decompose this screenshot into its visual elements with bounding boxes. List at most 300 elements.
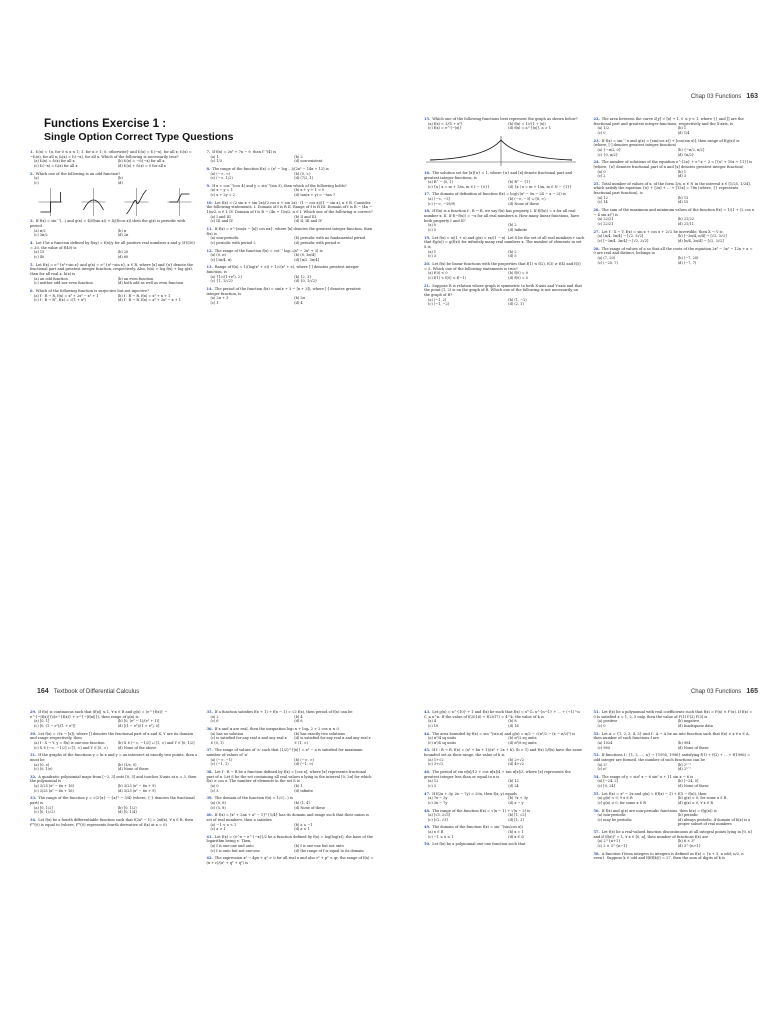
question-number: 33. xyxy=(30,796,37,801)
answer-option: (b) II and III xyxy=(294,214,317,219)
exercise-title-line1: Functions Exercise 1 : xyxy=(44,118,167,130)
question-number: 46. xyxy=(424,770,431,775)
answer-options xyxy=(428,779,585,788)
question-number: 44. xyxy=(424,731,431,736)
answer-options xyxy=(211,296,375,305)
answer-option: (a) [−24, 2] xyxy=(597,779,618,784)
question xyxy=(30,241,198,260)
answer-option: (b) (−7, 20) xyxy=(677,255,699,260)
answer-option: (c) III and IV xyxy=(210,219,234,224)
answer-option: (d) [π/2, 3π/4] xyxy=(294,257,319,262)
answer-option: (c) [0, (1 − e²)/(1 + e²)] xyxy=(34,724,76,728)
answer-option: (c) [3π/4, π) xyxy=(210,257,232,262)
answer-option: (d) 4 xyxy=(294,301,303,306)
answer-option: (d) None of these xyxy=(117,767,149,772)
answer-options xyxy=(211,172,375,181)
answer-options xyxy=(34,176,198,185)
question-number: 30. xyxy=(30,731,37,736)
question-number: 41. xyxy=(206,834,213,839)
column-q7-14 xyxy=(207,150,375,309)
answer-option: (d) x − y xyxy=(508,800,524,805)
question-number: 4. xyxy=(30,241,34,246)
answer-option: (d) f : R → R, f(x) = x³ + 2x² − x + 1 xyxy=(117,298,181,303)
answer-option: (c) 2 xyxy=(597,174,606,179)
question-number: 15. xyxy=(424,117,431,121)
answer-option: (d) non-existent xyxy=(294,159,323,164)
question xyxy=(594,852,755,861)
question-text: A quadratic polynomial maps from [−2, 3] onto [0, 3] and touches X-axis at x = 3, then the polynomial is xyxy=(30,774,197,784)
question-text: Let f(x) be a real-valued function discontinuous at all integral points lying in [0, n] and if (f(x))² = 1, ∀ x ∈ [0, n], then number of functions f(x) are xyxy=(593,830,752,839)
answer-option: (c) f(x) = e^{−|x|} xyxy=(428,126,462,131)
question-text: Let f(x) be a polynomial with real coefficients such that f(x) = f'(x) × f''(x). If f(x) = 0 is satisfied x = 1, 2, 3 only, then the value of f'(1) f'(2) f'(3) is xyxy=(593,710,753,719)
answer-option: (b) (1/e, 0) xyxy=(117,762,137,767)
question-number: 49. xyxy=(424,825,431,830)
answer-option: (b) 2 xyxy=(508,223,517,228)
question-text: f₁(x) = {x, for 0 ≤ x ≤ 1; 1, for x > 1; 0, otherwise} and f₂(x) = f₁(−x), for all x; f₃(x) = −f₂(x), for all x; f₄(x) = f₃(−x), for all x. Which of the following is necessarily true? xyxy=(30,150,192,159)
question-number: 5. xyxy=(30,262,34,267)
answer-option: (c) (−1, 1) xyxy=(210,762,229,767)
answer-option: (d) π³/8 sq units xyxy=(508,740,537,745)
question xyxy=(424,748,585,767)
answer-option: (d) [(1 − e²)/(1 + e²), 0] xyxy=(117,724,160,728)
answer-options xyxy=(428,830,585,839)
answer-option: (c) 3/25 (x² − 6x + 16) xyxy=(34,788,74,793)
question-text: Let f(x) = (e^x − e^{−x})/2 be a function defined by f(x) = log(log(x)), the base of the logarithm being e. Then, xyxy=(206,834,373,844)
answer-option: (a) −1 < a < 1 xyxy=(210,822,237,827)
answer-option: (a) g(x) < 0, ∀ x ∈ R xyxy=(597,796,633,801)
question xyxy=(424,117,585,131)
answer-option: (c) f : R → R⁺, f(x) = √(1 + x²) xyxy=(34,298,86,303)
answer-option: (c) may be periodic xyxy=(597,817,632,822)
answer-options xyxy=(598,256,755,265)
answer-options xyxy=(428,180,585,189)
question-text: Let f : X → Y, f(x) = sin x + cos x + 2√2 be invertible, then X → Y is xyxy=(601,229,723,234)
question-number: 10. xyxy=(206,200,213,205)
answer-option: (d) None of these xyxy=(677,745,709,750)
question-text: Let f(x) be a polynomial one-one function such that xyxy=(432,842,526,847)
question-text: Range of f(x) = 1/(log(x² + e)) + 1/√(x² + e), where [·] denotes greatest integer function, is xyxy=(206,265,359,275)
question xyxy=(207,227,375,246)
answer-option: (c) X ∈ (−∞, −1/2] ∪ [1, ∞) and Y ∈ [0, ∞) xyxy=(34,745,108,750)
answer-option: (d) is satisfied for any real α and any real x ∈ (1, ∞) xyxy=(294,736,371,745)
question-text: A function f from integers to integers is defined as f(x) = {x + 3, n odd; n/2, n even}. Suppose k ∈ odd and f(f(f(k))) = 27, then the sum of digits of k is xyxy=(593,851,744,861)
answer-option: (d) the range of f is equal to its domain xyxy=(294,848,364,853)
answer-option: (b) g(x) < 0, for some x ∈ R xyxy=(677,796,727,801)
answer-option: (a) (0, π) xyxy=(210,253,226,258)
answer-option: (d) (−7, 7) xyxy=(677,260,697,265)
question-text: The domain of the function f(x) = sin⁻¹(sin(cos x)) xyxy=(432,825,523,830)
question-number: 39. xyxy=(206,796,213,801)
question-number: 52. xyxy=(593,731,600,736)
question-text: If f(x) is continuous such that |f(x)| ≤ 1, ∀ x ∈ R and g(x) = (e^{f(x)} − e^{−|f(x)|})/(e^{f(x)} + e^{−|f(x)|}), then range of g(x) is xyxy=(30,710,168,719)
question-text: The period of the function f(x) = sin(x + 3 − [x + 3]), where [·] denotes greatest integer function, is xyxy=(206,287,361,296)
answer-option: (a) 12 xyxy=(428,779,439,784)
column-q1-6 xyxy=(30,150,198,309)
answer-option: (a) has no solution xyxy=(210,731,244,736)
question xyxy=(30,710,198,729)
page-top-left xyxy=(0,0,384,512)
page-number: 164 xyxy=(37,688,49,695)
answer-option: (d) always periodic, if domain of h(x) is a proper subset of real numbers xyxy=(677,817,751,827)
answer-option: (c) 14 xyxy=(597,200,608,205)
answer-option: (b) f₁(x) = −f₃(−x) for all x xyxy=(117,159,165,164)
answer-option: (b) x + y + 1 = 0 xyxy=(294,188,325,193)
answer-options xyxy=(598,217,755,226)
question xyxy=(594,160,755,179)
answer-option: (a) (7, 20) xyxy=(597,255,616,260)
answer-option: (a) π/2 xyxy=(34,228,46,233)
answer-option: (d) 1/4 xyxy=(677,131,690,135)
answer-option: (b) negative xyxy=(677,719,700,724)
answer-option: (c) 10 xyxy=(428,724,439,728)
answer-option: (b) f(x) = 1/√(1 + |x|) xyxy=(508,121,546,126)
answer-option: (a) 1 xyxy=(428,249,437,254)
question xyxy=(594,247,755,266)
question-text: If f(2x + 3y, 2x − 7y) = 20x, then f(x, y) equals xyxy=(432,791,517,796)
question-number: 6. xyxy=(30,288,34,293)
function-graph xyxy=(75,188,112,216)
answer-option: (b) f is one-one but not onto xyxy=(294,844,344,849)
answer-options xyxy=(211,823,375,832)
question xyxy=(594,139,755,158)
answer-option: (a) I and III xyxy=(210,214,231,219)
question-number: 38. xyxy=(206,769,213,774)
answer-options xyxy=(428,758,585,767)
question xyxy=(207,856,375,865)
question-number: 3. xyxy=(30,219,34,224)
answer-option: (a) 3/25 (x² − 6x + 16) xyxy=(34,784,74,789)
question-text: The range of the function y = √(2{x} − {x}² − 3/4) (where, {·} denotes the fractional part) is xyxy=(30,796,195,806)
answer-option: (a) 2 xyxy=(210,714,219,719)
answer-option: (d) (7/2, 1) xyxy=(294,176,314,181)
question-number: 31. xyxy=(30,753,37,758)
question-text: Which of the following function is surjective but not injective? xyxy=(35,288,150,293)
question-number: 32. xyxy=(30,774,37,779)
question-number: 23. xyxy=(593,138,600,143)
answer-option: (d) 60 xyxy=(117,255,129,260)
answer-option: (c) 1/3 xyxy=(210,159,222,164)
page-bottom-left xyxy=(0,512,384,1024)
answer-option: (a) 2ⁿ xyxy=(597,762,608,767)
chapter-label: Chap 03 Functions xyxy=(690,689,742,695)
answer-option: (a) f₄(x) = f₁(x) for all x xyxy=(34,159,75,164)
answer-option: (d) 2π xyxy=(117,233,129,238)
answer-option: (b) 3/25 (x² − 6x + 9) xyxy=(117,784,156,789)
graph-wrap xyxy=(426,134,585,168)
answer-option: (b) π²/2 sq units xyxy=(508,736,537,741)
function-graph xyxy=(161,188,198,216)
question xyxy=(424,770,585,789)
page-number: 165 xyxy=(746,688,758,695)
answer-option: (b) has exactly two solutions xyxy=(294,731,345,736)
answer-option: (c) f(1) < f(0) < f(−1) xyxy=(428,275,466,280)
answer-option: (a) (0, 8) xyxy=(210,800,226,805)
answer-option: (c) 0 xyxy=(597,724,606,728)
question xyxy=(424,809,585,823)
question-text: If f : R → R, f(x) = (x² + bx + 1)/(x² + 2x + b), (b > 1) and f(x) 1/f(x) have the same bounded set as their range, the value of b is xyxy=(424,748,583,758)
question-number: 56. xyxy=(593,808,600,813)
answer-option: (b) 1 xyxy=(294,784,303,789)
answer-option: (d) Infinite xyxy=(508,228,528,233)
answer-option: (d) II, III and IV xyxy=(294,219,323,224)
answer-option: (a) f(x) = 1/(1 + x²) xyxy=(428,121,462,126)
question-text: Total number of values of x, of the form 1/n, n ∈ N in the interval x ∈ [1/25, 1/24], which satisfy the equation {x} + [2x] + ... + [12x] = 78x (where, {} represents fractional part function), is xyxy=(593,181,751,196)
question-text: The range of the function f(x) = cot⁻¹ log₀.₅(x⁴ − 2x² + 3) is xyxy=(214,248,323,253)
question-text: If f(x) = 2x³ + 7x − 9, then f⁻¹(4) is xyxy=(212,150,277,154)
question-number: 8. xyxy=(206,166,211,171)
question-number: 37. xyxy=(206,748,213,753)
answer-option: (a) 22/21 xyxy=(597,217,614,222)
question xyxy=(424,262,585,281)
question-number: 16. xyxy=(424,170,431,175)
question xyxy=(424,792,585,806)
answer-options xyxy=(598,719,755,728)
answer-option: (d) periodic with period π xyxy=(294,240,340,245)
answer-option: (b) x = 1 xyxy=(508,830,524,835)
answer-option: (c) 3 xyxy=(428,254,437,259)
question xyxy=(207,184,375,198)
answer-option: (d) 21/11 xyxy=(677,222,694,227)
question xyxy=(594,830,755,849)
question xyxy=(207,835,375,854)
answer-option: (b) (1, 4) xyxy=(294,800,310,805)
answer-option: (a) [π/4, 5π/4] → [√2, 3√2] xyxy=(597,234,644,239)
answer-option: (a) [0, 1/2] xyxy=(34,805,53,810)
answer-option: (c) [−3π/4, 3π/4] → [√2, 3√2] xyxy=(597,238,649,243)
exercise-title xyxy=(44,118,233,144)
answer-option: (c) 3 xyxy=(428,784,437,789)
question xyxy=(207,813,375,832)
question-text: The range of the function f(x) = (x² − log ...)/(2x² − 14x + 12) is xyxy=(212,166,329,171)
answer-option: (a) non-periodic xyxy=(597,813,626,818)
question xyxy=(424,192,585,206)
answer-option: (c) xyxy=(34,180,39,185)
question-text: The range of values of a so that all the roots of the equation 2x³ − 3x² − 12x + a = 0 are real and distinct, belongs to xyxy=(593,246,753,256)
answer-options xyxy=(211,188,375,197)
answer-option: (c) nⁿ xyxy=(597,767,608,772)
answer-option: (b) periodic xyxy=(677,813,699,818)
answer-options xyxy=(428,122,585,131)
answer-option: (d) 24 xyxy=(508,784,519,789)
answer-options xyxy=(34,719,198,728)
question-text: Let f(x) be a fourth differentiable function such that f(2x² − 1) = 2xf(x), ∀ x ∈ R, then f⁽⁴⁾(0) is equal to (where, f⁽⁴⁾(0) represents fourth derivative of f(x) at x = 0) xyxy=(30,817,193,827)
answer-options xyxy=(428,298,585,307)
answer-options xyxy=(211,215,375,224)
book-title: Textbook of Differential Calculus xyxy=(53,689,140,695)
answer-options xyxy=(34,294,198,303)
question-number: 50. xyxy=(424,842,431,847)
answer-option: (a) non-periodic xyxy=(210,236,239,241)
answer-option: (b) R⁺ − {1} xyxy=(508,180,531,185)
chapter-label: Chap 03 Functions xyxy=(690,94,742,100)
answer-option: (d) [0, 1/4] xyxy=(117,810,137,815)
answer-option: (b) 904 xyxy=(677,741,691,745)
question-text: Let f(x) = x² − 2x and g(x) = f(f(x) − 1) + f(5 − f(x)), then xyxy=(601,791,707,796)
answer-option: (b) 1 xyxy=(677,126,687,131)
answer-option: (d) Inadequate data xyxy=(677,724,713,728)
answer-option: (b) xyxy=(117,176,123,181)
answer-option: (a) xyxy=(34,176,39,181)
answer-option: (c) g(x) ≥ 0, for some x ∈ R xyxy=(597,800,646,805)
answer-option: (c) 3π/2 xyxy=(34,233,48,238)
answer-option: (d) tan(x + y) = −tan 7 xyxy=(294,193,336,198)
question xyxy=(30,219,198,238)
answer-option: (c) [√2, √3] xyxy=(428,817,448,822)
question-number: 21. xyxy=(424,283,431,288)
answer-option: (d) 8 xyxy=(294,719,303,724)
answer-options xyxy=(598,148,755,157)
question-text: Let g(x) = x^{10} + 1 and f(x) be such that f(x) = x⁴ C₀ x^{n−1} + ... + (−1)^n C_n x^n. If the value of f(2016) + f(2017) = 4^k, the value of k is xyxy=(424,710,580,719)
answer-options xyxy=(211,155,375,164)
question-number: 1. xyxy=(30,150,34,154)
answer-option: (b) a ≤ −1 xyxy=(294,822,313,827)
answer-option: (b) [0, 1/2) xyxy=(117,805,137,810)
answer-option: (b) [−3π/4, π/4] → [√2, 3√2] xyxy=(677,234,727,239)
answer-option: (d) None of these xyxy=(294,805,326,810)
answer-options xyxy=(598,741,755,750)
question-number: 45. xyxy=(424,748,431,753)
question-number: 24. xyxy=(593,160,600,165)
answer-option: (b) {−π/2, π/2} xyxy=(677,148,705,152)
answer-option: (c) 980 xyxy=(597,745,610,750)
question-number: 18. xyxy=(424,209,431,214)
question-text: If f(x) and g(x) are non-periodic functions, then h(x) = f(g(x)) is xyxy=(601,808,717,813)
question xyxy=(207,249,375,263)
question-text: If functions f : {1, 2, ..., n} → {1995, 1996} satisfying f(1) + f(2) + ... + f(1996) = odd integer are formed, the number of such functions can be xyxy=(593,753,751,762)
question xyxy=(424,236,585,259)
answer-option: (d) [π/4, 3π/4] → [√2, 3√2] xyxy=(677,238,724,243)
question-number: 25. xyxy=(593,181,600,186)
question-number: 29. xyxy=(30,710,37,714)
answer-option: (d) [1, 3] xyxy=(508,817,524,822)
answer-options xyxy=(34,806,198,815)
question-text: Let f(x) be linear functions with the properties that f(1) ≤ f(2), f(3) ≥ f(4) and f(5) = 5. Which one of the following statements is true? xyxy=(424,261,581,271)
answer-option: (b) 2+√2 xyxy=(508,757,524,762)
question xyxy=(207,748,375,767)
page-header xyxy=(691,688,758,695)
answer-option: (a) 4 xyxy=(428,719,437,724)
answer-option: (b) 20 xyxy=(117,250,129,255)
answer-option: (a) (−∞, −1) xyxy=(210,757,233,762)
question xyxy=(207,201,375,224)
question-text: Which one of the following functions best represent the graph as shown below? xyxy=(432,117,578,121)
answer-option: (c) 0 xyxy=(597,131,606,135)
question xyxy=(207,287,375,306)
question-text: The domain of definition of function f(x) = log(√(x² − 5x − 24 − x − 2)) is xyxy=(432,192,566,197)
answer-options xyxy=(428,813,585,822)
answer-option: (d) 15 xyxy=(677,200,689,205)
answer-option: (a) (−∞, −3] xyxy=(428,197,450,202)
question-number: 54. xyxy=(593,774,600,779)
answer-option: (c) [0, 1/√2) xyxy=(34,810,55,815)
question-text: The area bounded by f(x) = sin⁻¹(sin x) and g(x) = π/2 − √(π²/2 − (x − π/2)²) is xyxy=(432,731,576,736)
question-text: Let f(x) = √(x − [x]), where [] denotes the fractional part of x and X, Y are its domain and range respectively, then xyxy=(30,731,194,741)
question xyxy=(594,182,755,205)
answer-option: (b) periodic with no fundamental period xyxy=(294,236,366,241)
question-number: 48. xyxy=(424,808,431,813)
answer-option: (d) x ∈ ∅ xyxy=(508,834,525,839)
answer-option: (b) (1, −2) xyxy=(508,297,527,302)
answer-options xyxy=(598,126,755,135)
answer-option: (a) 12 xyxy=(597,195,608,200)
answer-options xyxy=(211,715,375,724)
page-header xyxy=(691,93,758,100)
question xyxy=(30,172,198,186)
answer-option: (a) [√3, 2√3] xyxy=(428,813,451,818)
answer-options xyxy=(34,250,198,259)
answer-option: (b) π xyxy=(117,228,127,233)
question-text: If f(x) is a function f : R → R, we say f(x) has property I. If f(f(x)) = x for all real number x. II. If f(−f(x)) = −x for all real numbers x. How many linear functions, have both property I and II? xyxy=(424,209,580,223)
page-top-right xyxy=(384,0,768,512)
answer-option: (b) 12 xyxy=(508,779,519,784)
answer-option: (b) 4 xyxy=(294,714,303,719)
answer-option: (a) f is one-one and onto xyxy=(210,844,254,849)
question-number: 47. xyxy=(424,791,431,796)
answer-option: (c) {0, π/2} xyxy=(597,152,618,157)
answer-option: (a) 1/2 xyxy=(597,126,610,131)
answer-option: (b) (0, 3π/4] xyxy=(294,253,316,258)
question xyxy=(424,825,585,839)
question xyxy=(30,289,198,303)
answer-option: (d) g(x) ≥ 0, ∀ x ∈ R xyxy=(677,800,714,805)
question xyxy=(30,753,198,772)
question-text: If x = cos⁻¹(cos 4) and y = sin⁻¹(sin 3), then which of the following holds? xyxy=(212,183,347,188)
answer-option: (b) (−∞, ∞) xyxy=(294,757,315,762)
answer-option: (a) positive xyxy=(597,719,618,724)
question xyxy=(424,710,585,729)
answer-option: (d) a ≤ 1 xyxy=(294,827,310,832)
answer-option: (a) 1024 xyxy=(597,741,613,745)
answer-option: (b) [1, √2] xyxy=(508,813,526,818)
answer-option: (c) is satisfied for any real α and any real x ∈ (0, 1) xyxy=(210,736,287,745)
answer-option: (c) 3+√2 xyxy=(428,762,444,767)
question xyxy=(594,117,755,136)
answer-option: (b) f(0) = 0 xyxy=(508,271,528,276)
page-number: 163 xyxy=(746,93,758,100)
answer-option: (a) 0 xyxy=(210,784,219,789)
answer-option: (c) f₂(−x) = f₄(x) for all x xyxy=(34,164,78,168)
question-text: Let f(x) = x/(1 + x) and g(x) = rx/(1 − x). Let S be the set of all real numbers r such that f(g(x)) = g(f(x)) for infinitely many real numbers x. The number of elements in set S is xyxy=(424,235,585,250)
answer-options xyxy=(34,159,198,168)
answer-options xyxy=(34,277,198,286)
question-text: The solution set for [x]{x} = 1, where {x} and [x] denote fractional part and greatest integer functions, is xyxy=(424,170,573,180)
answer-option: (d) 3/25 (x² − 6x + 9) xyxy=(117,788,156,793)
answer-options xyxy=(428,271,585,280)
question-number: 35. xyxy=(206,710,213,714)
question xyxy=(424,842,585,847)
question-number: 11. xyxy=(206,226,213,231)
answer-option: (b) 13 xyxy=(677,195,689,200)
question-text: If x and α are real, then the inequation log₂ x + logₓ 2 + 2 cos α ≤ 0 xyxy=(214,726,339,731)
question-number: 58. xyxy=(593,851,600,856)
answer-option: (a) {−π/2, 0} xyxy=(597,148,621,152)
answer-option: (a) [0, 1] xyxy=(34,719,50,724)
answer-option: (c) (0, 1/e) xyxy=(34,767,53,772)
answer-option: (b) {2, 3} xyxy=(294,274,312,279)
answer-option: (c) x + 2y = 2 xyxy=(210,193,236,198)
answer-option: (a) (0, e) xyxy=(34,762,50,767)
question-text: The domain of the function f(x) = 1/√(...) is xyxy=(214,796,293,801)
question xyxy=(424,284,585,307)
question-number: 22. xyxy=(593,117,600,121)
question-text: Suppose R is relation whose graph is symmetric to both X-axis and Y-axis and that the point (1, 2) is on the graph of R. Which one of the following is not necessarily on the graph of R? xyxy=(424,283,582,297)
answer-option: (d) 16 xyxy=(508,724,519,728)
question xyxy=(594,775,755,789)
question-text: The expression x² − 4px + q² > 0 for all real x and also r² + p² < qr, the range of f(x) = (x + r)/(x² + q² + q²) is xyxy=(206,856,374,866)
question-text: The sum of the maximum and minimum values of the function f(x) = 1/(1 + (2 cos x − 4 sin x)²) is xyxy=(593,208,754,217)
answer-options xyxy=(598,796,755,805)
question-number: 51. xyxy=(593,710,600,714)
